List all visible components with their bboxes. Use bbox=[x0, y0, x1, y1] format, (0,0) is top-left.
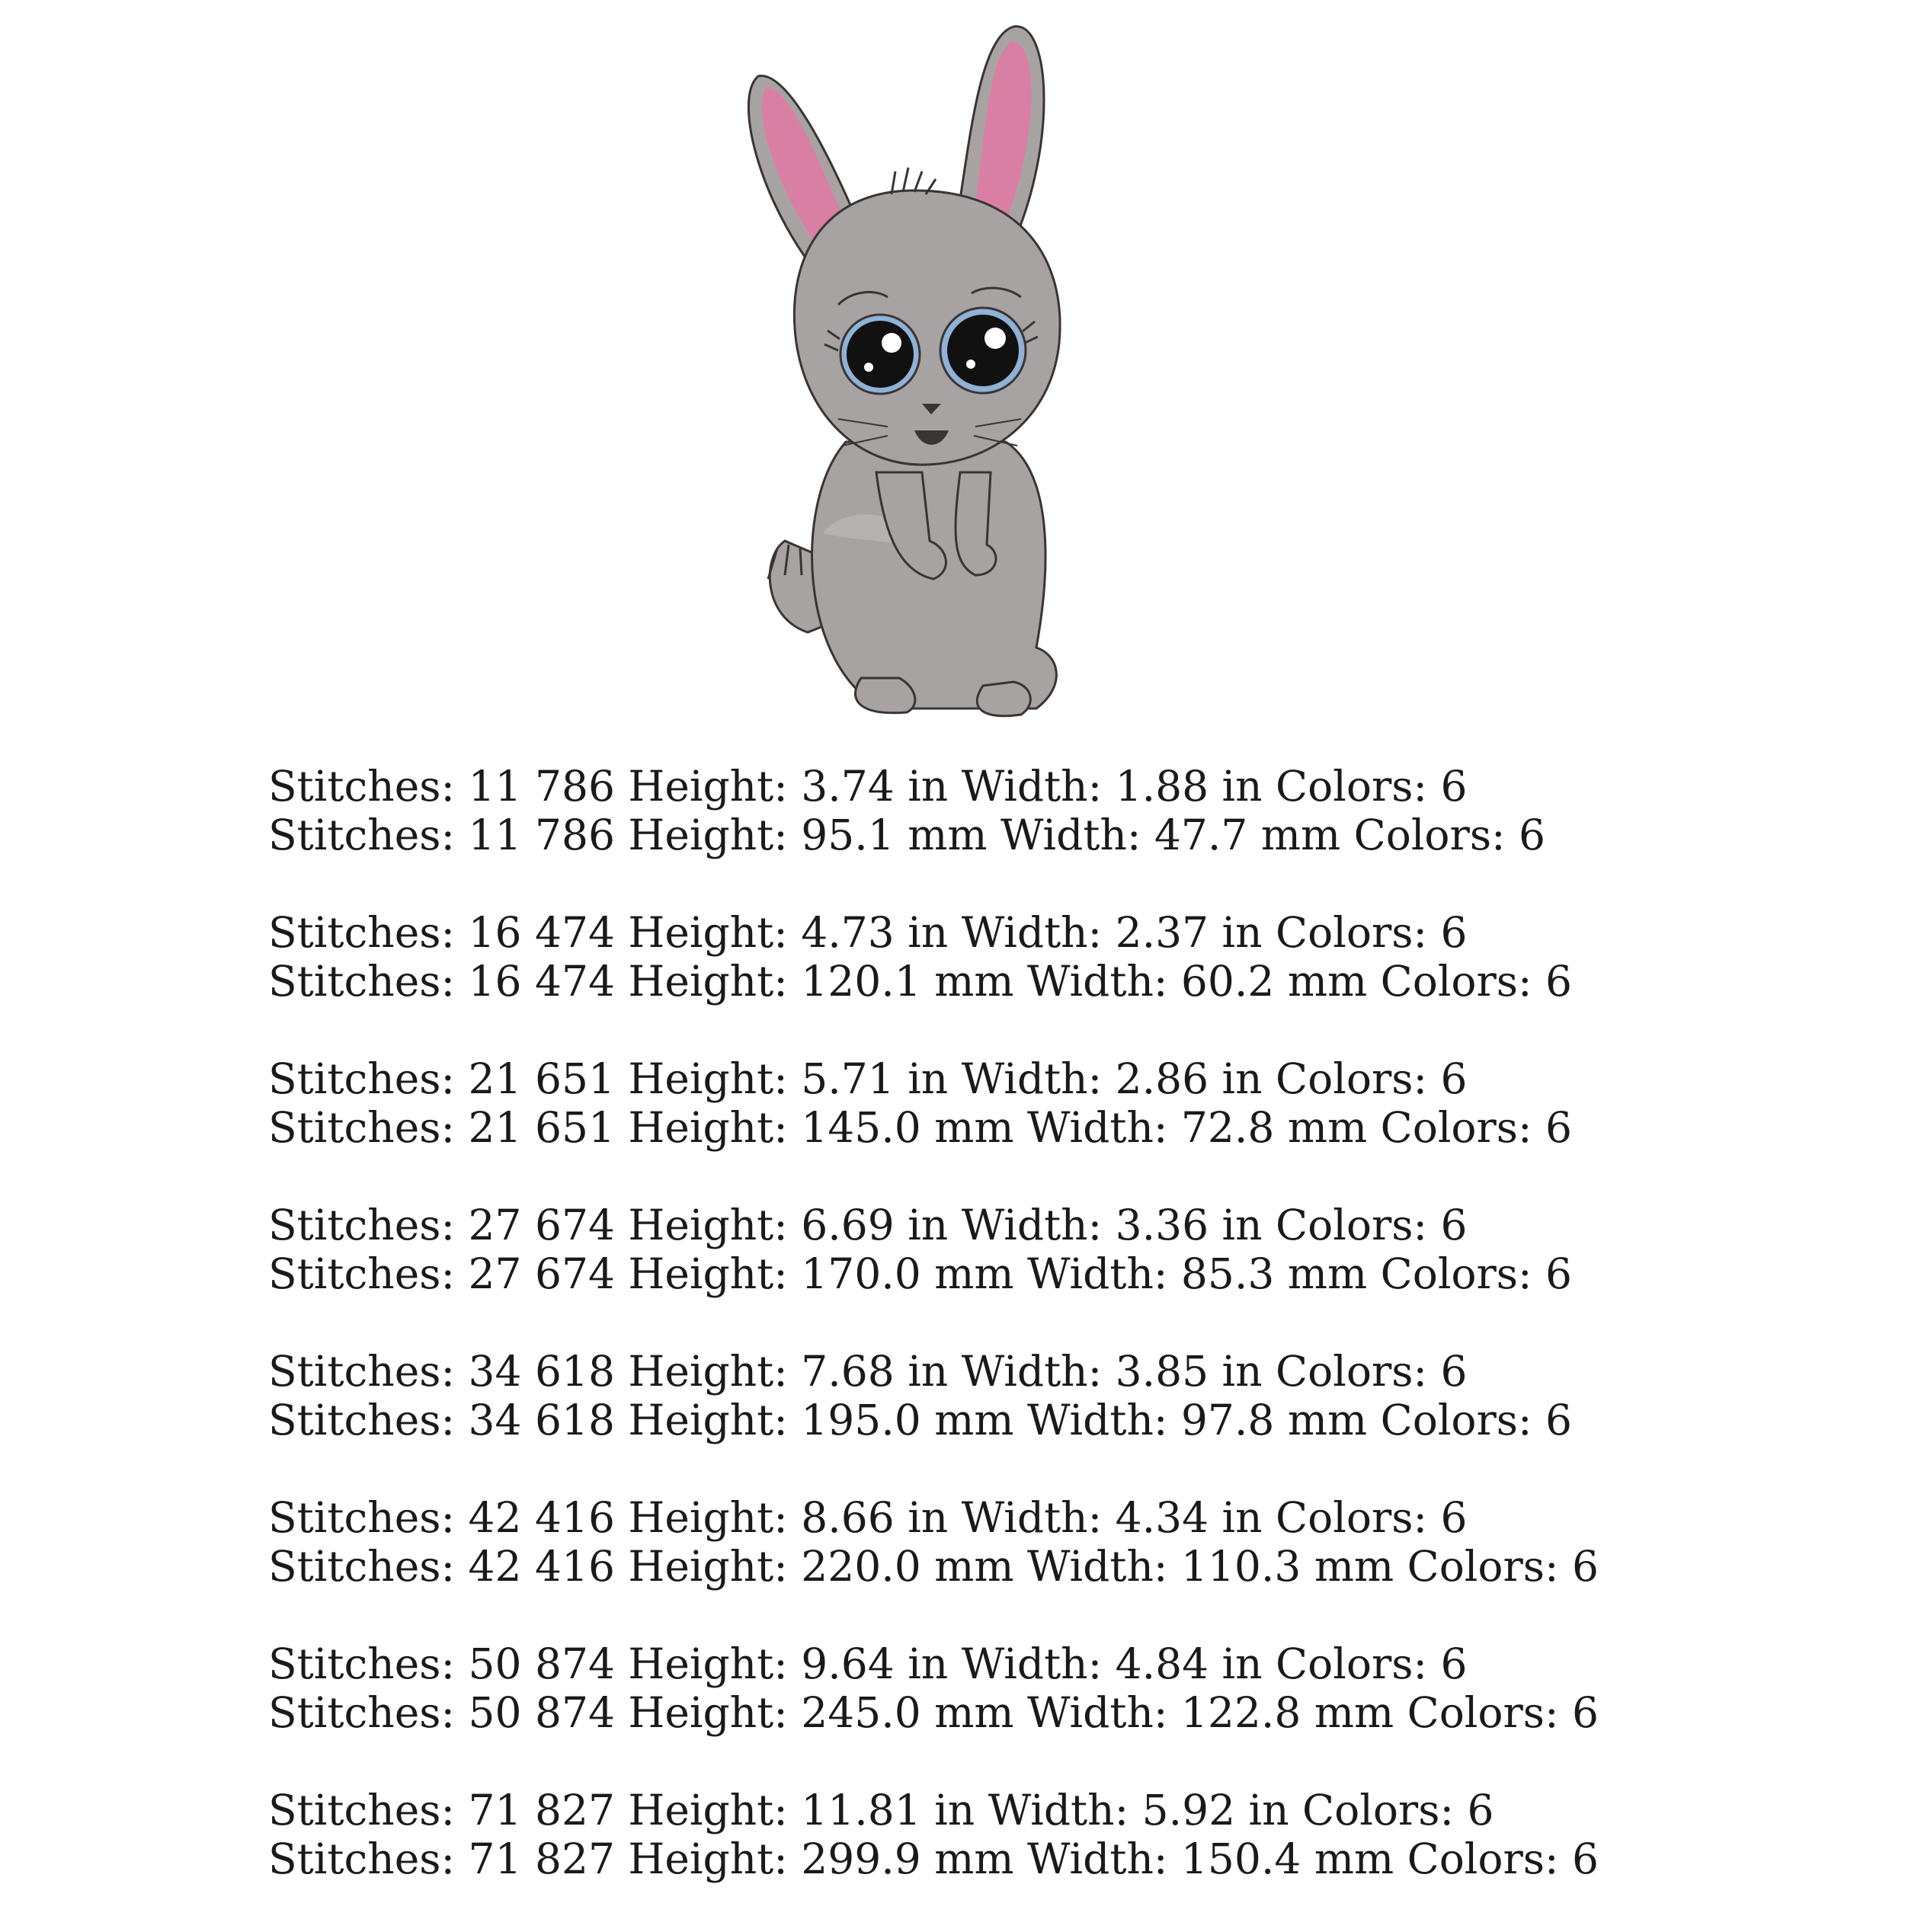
size-group bbox=[268, 1639, 1868, 1737]
spec-line-imperial: Stitches: 27 674 Height: 6.69 in Width: 3.36 in Colors: 6 bbox=[268, 1201, 1468, 1249]
size-group bbox=[268, 1493, 1868, 1591]
spec-line-metric: Stitches: 11 786 Height: 95.1 mm Width: 47.7 mm Colors: 6 bbox=[268, 811, 1546, 859]
size-group bbox=[268, 762, 1868, 859]
spec-line-metric: Stitches: 21 651 Height: 145.0 mm Width: 72.8 mm Colors: 6 bbox=[268, 1103, 1573, 1152]
spec-line-imperial: Stitches: 34 618 Height: 7.68 in Width: 3.85 in Colors: 6 bbox=[268, 1347, 1468, 1396]
spec-line-imperial: Stitches: 16 474 Height: 4.73 in Width: 2.37 in Colors: 6 bbox=[268, 908, 1468, 957]
bunny-icon bbox=[732, 15, 1097, 724]
spec-line-imperial: Stitches: 71 827 Height: 11.81 in Width: 5.92 in Colors: 6 bbox=[268, 1786, 1494, 1834]
spec-line-metric: Stitches: 27 674 Height: 170.0 mm Width: 85.3 mm Colors: 6 bbox=[268, 1249, 1573, 1298]
foot-left bbox=[856, 678, 915, 713]
spec-line-metric: Stitches: 71 827 Height: 299.9 mm Width: 150.4 mm Colors: 6 bbox=[268, 1834, 1599, 1883]
size-group bbox=[268, 1347, 1868, 1444]
size-group bbox=[268, 908, 1868, 1006]
size-spec-list bbox=[268, 762, 1868, 1932]
spec-line-imperial: Stitches: 50 874 Height: 9.64 in Width: 4.84 in Colors: 6 bbox=[268, 1639, 1468, 1688]
spec-line-metric: Stitches: 16 474 Height: 120.1 mm Width: 60.2 mm Colors: 6 bbox=[268, 957, 1573, 1006]
spec-line-imperial: Stitches: 11 786 Height: 3.74 in Width: 1.88 in Colors: 6 bbox=[268, 762, 1468, 811]
spec-line-imperial: Stitches: 42 416 Height: 8.66 in Width: 4.34 in Colors: 6 bbox=[268, 1493, 1468, 1542]
foot-right bbox=[977, 682, 1030, 716]
spec-line-metric: Stitches: 50 874 Height: 245.0 mm Width: 122.8 mm Colors: 6 bbox=[268, 1688, 1599, 1737]
spec-line-imperial: Stitches: 21 651 Height: 5.71 in Width: 2.86 in Colors: 6 bbox=[268, 1054, 1468, 1103]
size-group bbox=[268, 1054, 1868, 1152]
spec-line-metric: Stitches: 42 416 Height: 220.0 mm Width: 110.3 mm Colors: 6 bbox=[268, 1542, 1599, 1591]
spec-line-metric: Stitches: 34 618 Height: 195.0 mm Width: 97.8 mm Colors: 6 bbox=[268, 1396, 1573, 1444]
bunny-embroidery-image bbox=[732, 15, 1097, 724]
size-group bbox=[268, 1786, 1868, 1883]
size-group bbox=[268, 1201, 1868, 1298]
